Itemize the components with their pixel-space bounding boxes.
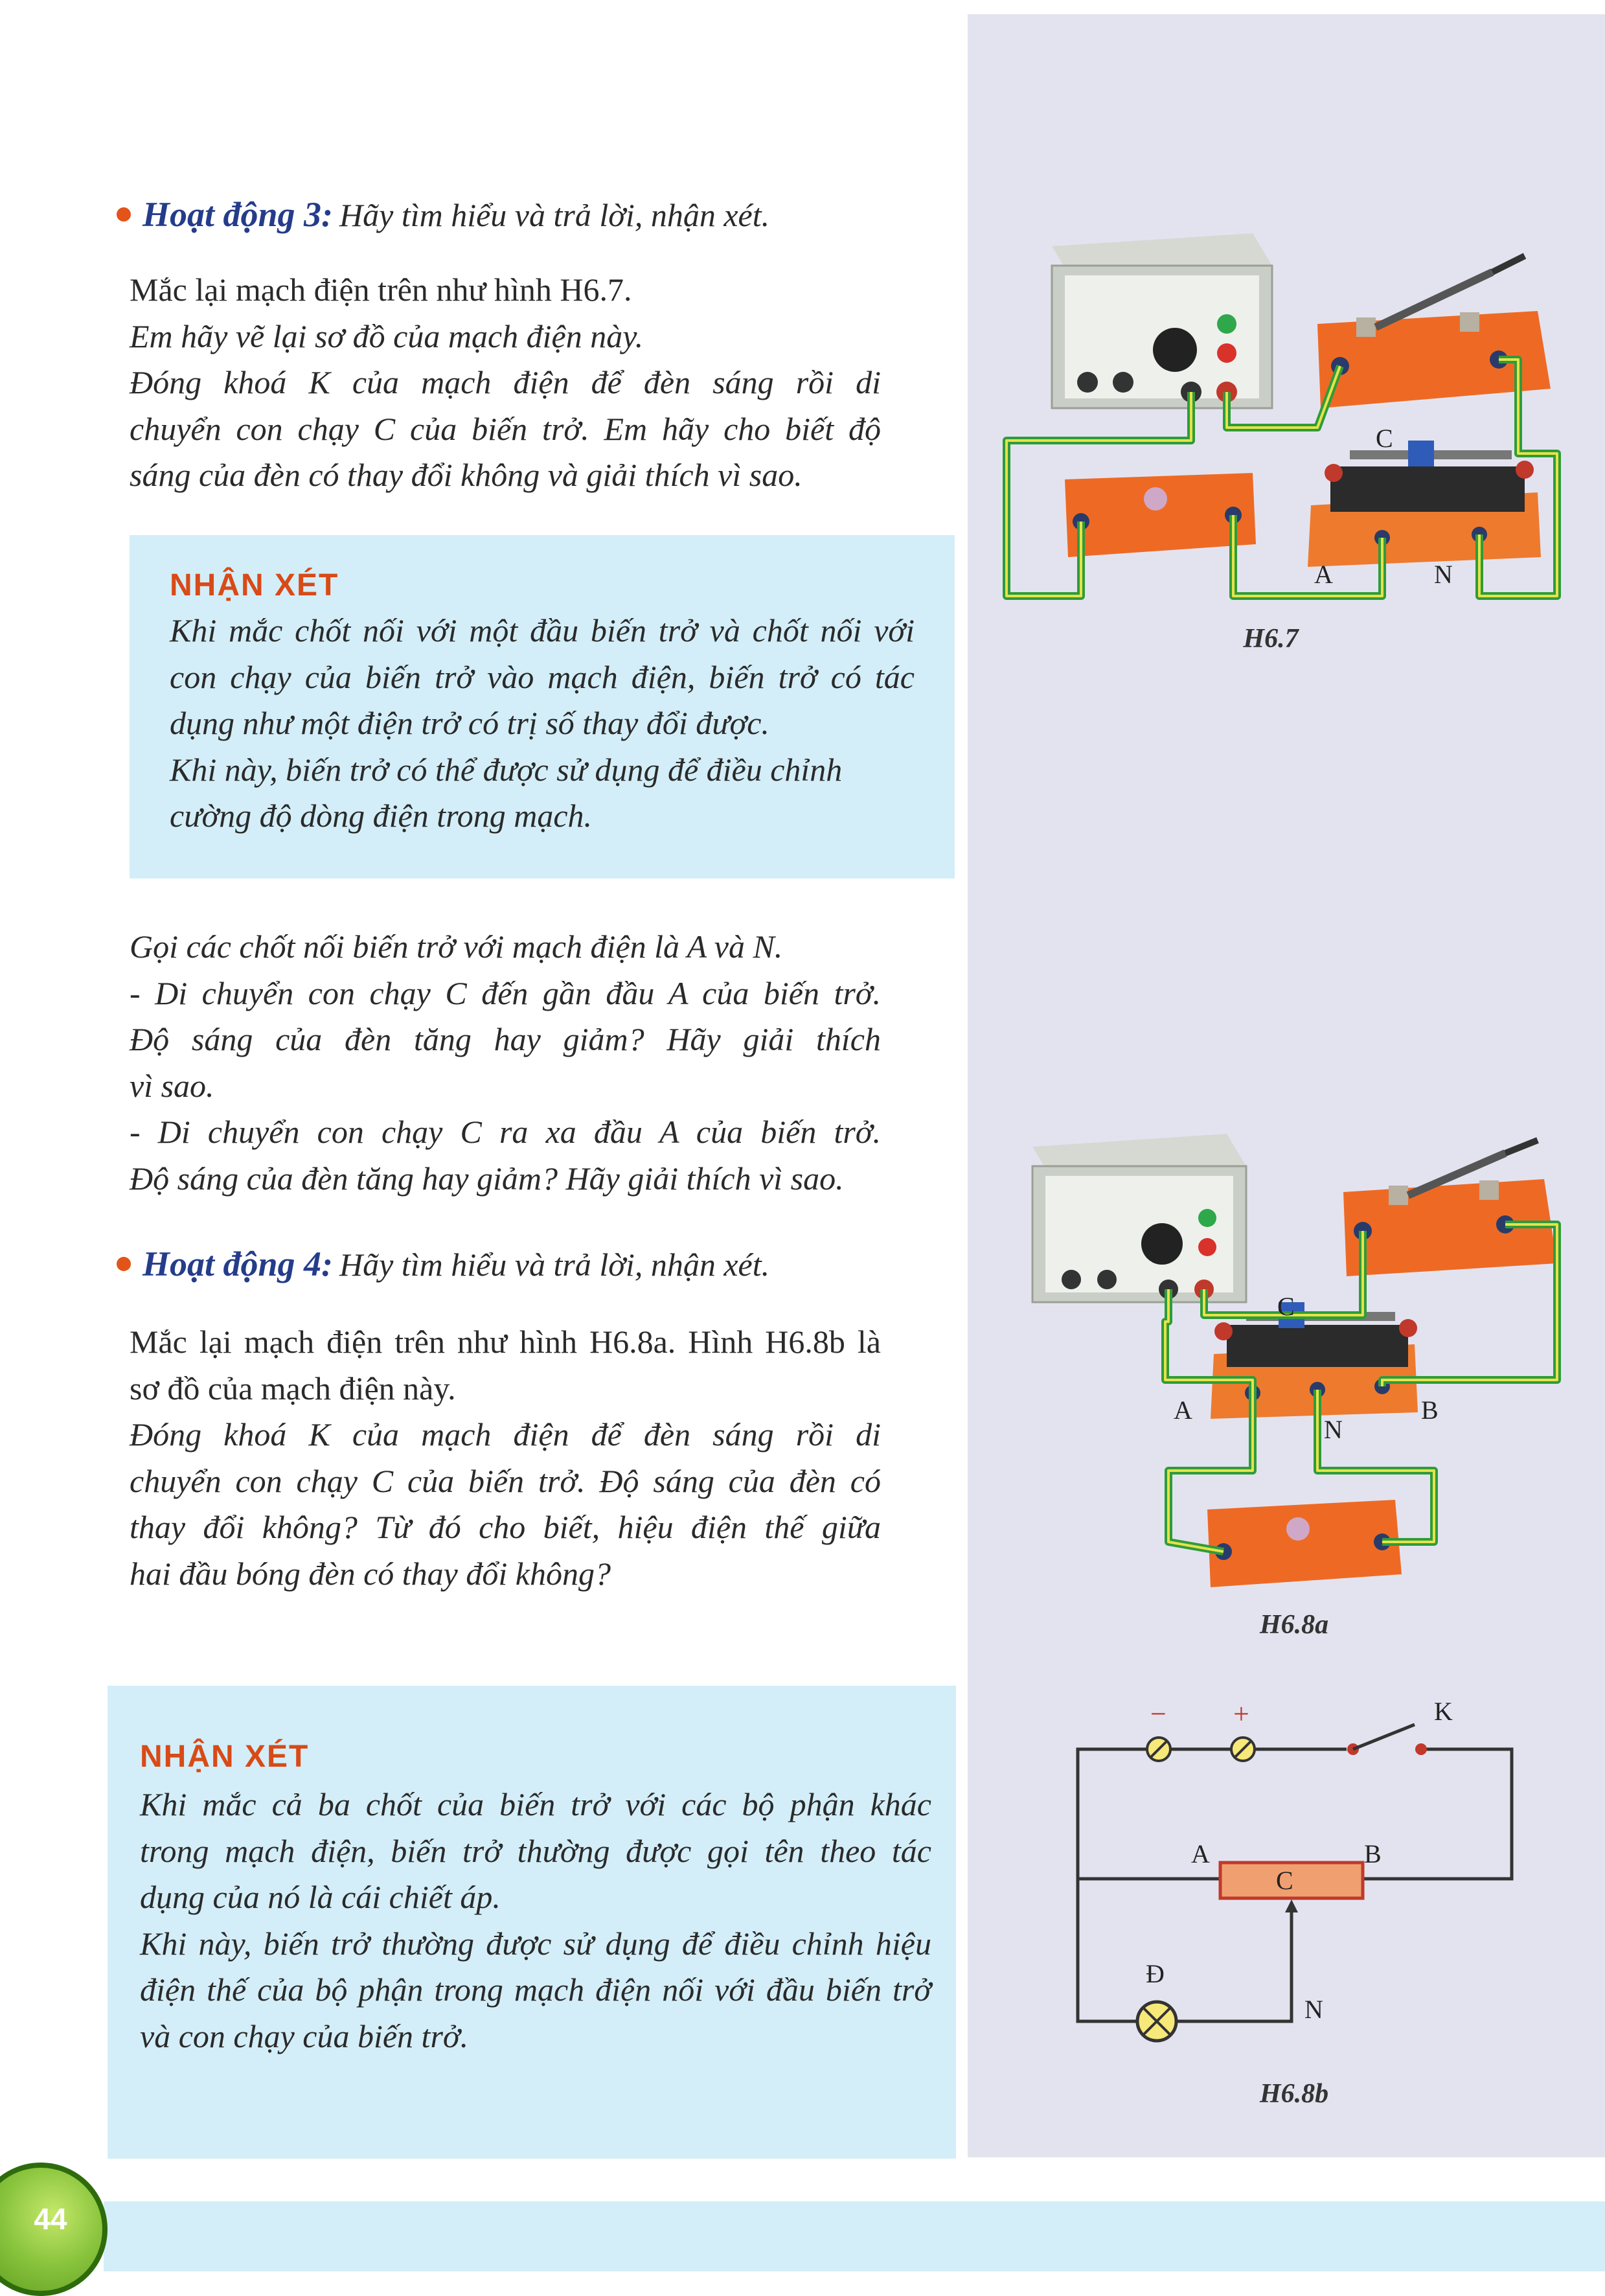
- observation-body: [140, 1782, 931, 2060]
- activity-3-label: Hoạt động 3:: [142, 195, 334, 234]
- bullet-icon: [117, 1257, 131, 1271]
- activity-4-heading: [117, 1244, 769, 1284]
- box-line: dụng như một điện trở có trị số thay đổi được.: [170, 705, 769, 741]
- para-line: Gọi các chốt nối biến trở với mạch điện là A và N.: [130, 928, 783, 965]
- label-a: A: [1174, 1395, 1192, 1425]
- box-line: và con chạy của biến trở.: [140, 2017, 469, 2054]
- activity-3-paragraph: [130, 267, 881, 499]
- caption-h6-8a: H6.8a: [1259, 1610, 1329, 1640]
- switch-k-icon: [1347, 1725, 1427, 1755]
- label-n: N: [1324, 1415, 1343, 1444]
- battery-terminal-minus-icon: [1147, 1738, 1170, 1761]
- para-line: chuyển con chạy C của biến trở. Em hãy cho biết độ: [130, 410, 881, 447]
- activity-3-heading: [117, 194, 769, 235]
- slider-arrow-icon: [1285, 1900, 1298, 1957]
- switch-icon: [1343, 1140, 1557, 1276]
- para-line: - Di chuyển con chạy C đến gần đầu A của biến trở.: [130, 974, 881, 1011]
- para-line: hai đầu bóng đèn có thay đổi không?: [130, 1555, 611, 1592]
- label-b: B: [1421, 1395, 1439, 1425]
- label-minus: −: [1150, 1698, 1167, 1730]
- figure-h6-7: [968, 194, 1605, 674]
- para-line: Độ sáng của đèn tăng hay giảm? Hãy giải thích: [130, 1021, 881, 1057]
- box-line: điện thế của bộ phận trong mạch điện nối với đầu biến trở: [140, 1971, 931, 2008]
- label-d: Đ: [1146, 1959, 1165, 1988]
- box-line: trong mạch điện, biến trở thường được gọi tên theo tác: [140, 1832, 931, 1869]
- para-line: vì sao.: [130, 1067, 214, 1104]
- observation-box-2: [108, 1686, 956, 2159]
- lamp-icon: [1137, 2002, 1176, 2041]
- caption-h6-7: H6.7: [1243, 624, 1299, 654]
- observation-title: NHẬN XÉT: [170, 568, 339, 603]
- label-plus: +: [1233, 1698, 1249, 1730]
- label-n: N: [1304, 1995, 1323, 2024]
- para-line: - Di chuyển con chạy C ra xa đầu A của biến trở.: [130, 1114, 881, 1150]
- box-line: Khi này, biến trở có thể được sử dụng để điều chỉnh: [170, 751, 843, 788]
- power-supply-icon: [1052, 233, 1272, 408]
- para-line: Mắc lại mạch điện trên như hình H6.8a. Hình H6.8b là: [130, 1324, 881, 1360]
- box-line: dụng của nó là cái chiết áp.: [140, 1879, 501, 1915]
- label-a: A: [1314, 560, 1333, 589]
- box-line: Khi mắc cả ba chốt của biến trở với các bộ phận khác: [140, 1786, 931, 1822]
- box-line: cường độ dòng điện trong mạch.: [170, 798, 593, 834]
- label-b: B: [1364, 1839, 1382, 1868]
- box-line: Khi mắc chốt nối với một đầu biến trở và chốt nối với: [170, 612, 915, 649]
- label-a: A: [1191, 1839, 1210, 1868]
- activity-3-questions: [130, 924, 881, 1202]
- observation-body: [170, 608, 915, 840]
- figure-h6-8a: [968, 1095, 1605, 1626]
- para-line: chuyển con chạy C của biến trở. Độ sáng của đèn có: [130, 1462, 881, 1499]
- page-number: 44: [34, 2202, 67, 2236]
- observation-title: NHẬN XÉT: [140, 1739, 310, 1774]
- box-line: Khi này, biến trở thường được sử dụng để điều chỉnh hiệu: [140, 1925, 931, 1962]
- lamp-base-icon: [1207, 1500, 1402, 1587]
- para-line: Độ sáng của đèn tăng hay giảm? Hãy giải thích vì sao.: [130, 1160, 844, 1197]
- label-c: C: [1376, 424, 1393, 453]
- label-k: K: [1434, 1697, 1453, 1726]
- footer-strip: [104, 2201, 1605, 2271]
- box-line: con chạy của biến trở vào mạch điện, biến trở có tác: [170, 658, 915, 695]
- lamp-base-icon: [1065, 473, 1256, 557]
- battery-terminal-plus-icon: [1231, 1738, 1255, 1761]
- power-supply-icon: [1032, 1134, 1246, 1302]
- bullet-icon: [117, 207, 131, 222]
- para-line: Đóng khoá K của mạch điện để đèn sáng rồi di: [130, 1416, 881, 1452]
- activity-4-paragraph: [130, 1319, 881, 1597]
- activity-3-text: Hãy tìm hiểu và trả lời, nhận xét.: [339, 197, 770, 233]
- activity-4-text: Hãy tìm hiểu và trả lời, nhận xét.: [339, 1246, 770, 1283]
- rheostat-icon: [1308, 441, 1541, 567]
- para-line: thay đổi không? Từ đó cho biết, hiệu điện thế giữa: [130, 1509, 881, 1545]
- activity-4-label: Hoạt động 4:: [142, 1245, 334, 1283]
- label-c: C: [1277, 1292, 1295, 1321]
- para-line: sơ đồ của mạch điện này.: [130, 1370, 456, 1406]
- para-line: Mắc lại mạch điện trên như hình H6.7.: [130, 271, 632, 308]
- observation-box-1: [130, 535, 955, 878]
- caption-h6-8b: H6.8b: [1259, 2079, 1329, 2109]
- label-c: C: [1276, 1866, 1293, 1895]
- label-n: N: [1434, 560, 1453, 589]
- para-line: Em hãy vẽ lại sơ đồ của mạch điện này.: [130, 317, 644, 354]
- para-line: sáng của đèn có thay đổi không và giải thích vì sao.: [130, 457, 802, 493]
- para-line: Đóng khoá K của mạch điện để đèn sáng rồi di: [130, 364, 881, 400]
- figure-h6-8b: [968, 1684, 1605, 2099]
